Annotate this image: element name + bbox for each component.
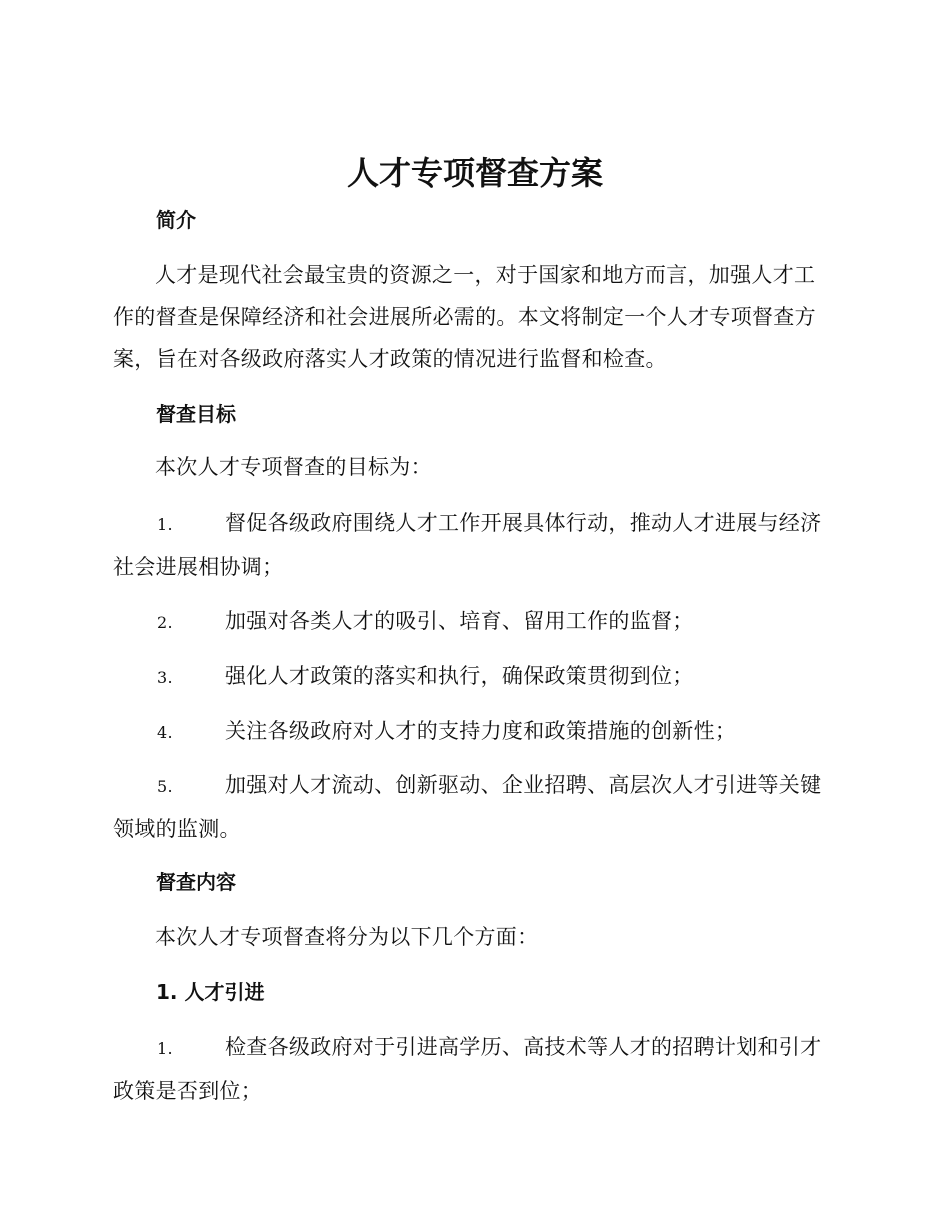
- section-heading-content: 督查内容: [156, 870, 236, 894]
- goals-intro: 本次人才专项督查的目标为：: [155, 455, 432, 479]
- list-number: 5.: [157, 777, 173, 796]
- content-intro: 本次人才专项督查将分为以下几个方面：: [155, 925, 539, 949]
- list-text: 关注各级政府对人才的支持力度和政策措施的创新性；: [225, 719, 737, 743]
- list-text: 加强对人才流动、创新驱动、企业招聘、高层次人才引进等关键领域的监测。: [113, 773, 822, 841]
- document-title: 人才专项督查方案: [346, 154, 603, 192]
- list-number: 4.: [157, 723, 173, 742]
- intro-paragraph: 人才是现代社会最宝贵的资源之一，对于国家和地方而言，加强人才工作的督查是保障经济和社会进展所必需的。本文将制定一个人才专项督查方案，旨在对各级政府落实人才政策的情况进行监督和检查。: [113, 263, 816, 371]
- list-item: [113, 502, 833, 588]
- section-heading-intro: 简介: [156, 208, 196, 232]
- list-number: 1.: [157, 515, 173, 534]
- list-text: 加强对各类人才的吸引、培育、留用工作的监督；: [225, 609, 694, 633]
- list-item: [113, 1026, 833, 1112]
- subheading-talent-introduction: 1. 人才引进: [156, 980, 265, 1004]
- list-number: 1.: [157, 1039, 173, 1058]
- list-item: [113, 600, 833, 644]
- list-item: [113, 710, 833, 754]
- list-text: 检查各级政府对于引进高学历、高技术等人才的招聘计划和引才政策是否到位；: [113, 1035, 822, 1103]
- list-number: 3.: [157, 668, 173, 687]
- list-item: [113, 764, 833, 850]
- list-item: [113, 655, 833, 699]
- list-text: 督促各级政府围绕人才工作开展具体行动，推动人才进展与经济社会进展相协调；: [113, 511, 822, 579]
- list-text: 强化人才政策的落实和执行，确保政策贯彻到位；: [225, 664, 694, 688]
- section-heading-goals: 督查目标: [156, 402, 236, 426]
- list-number: 2.: [157, 613, 173, 632]
